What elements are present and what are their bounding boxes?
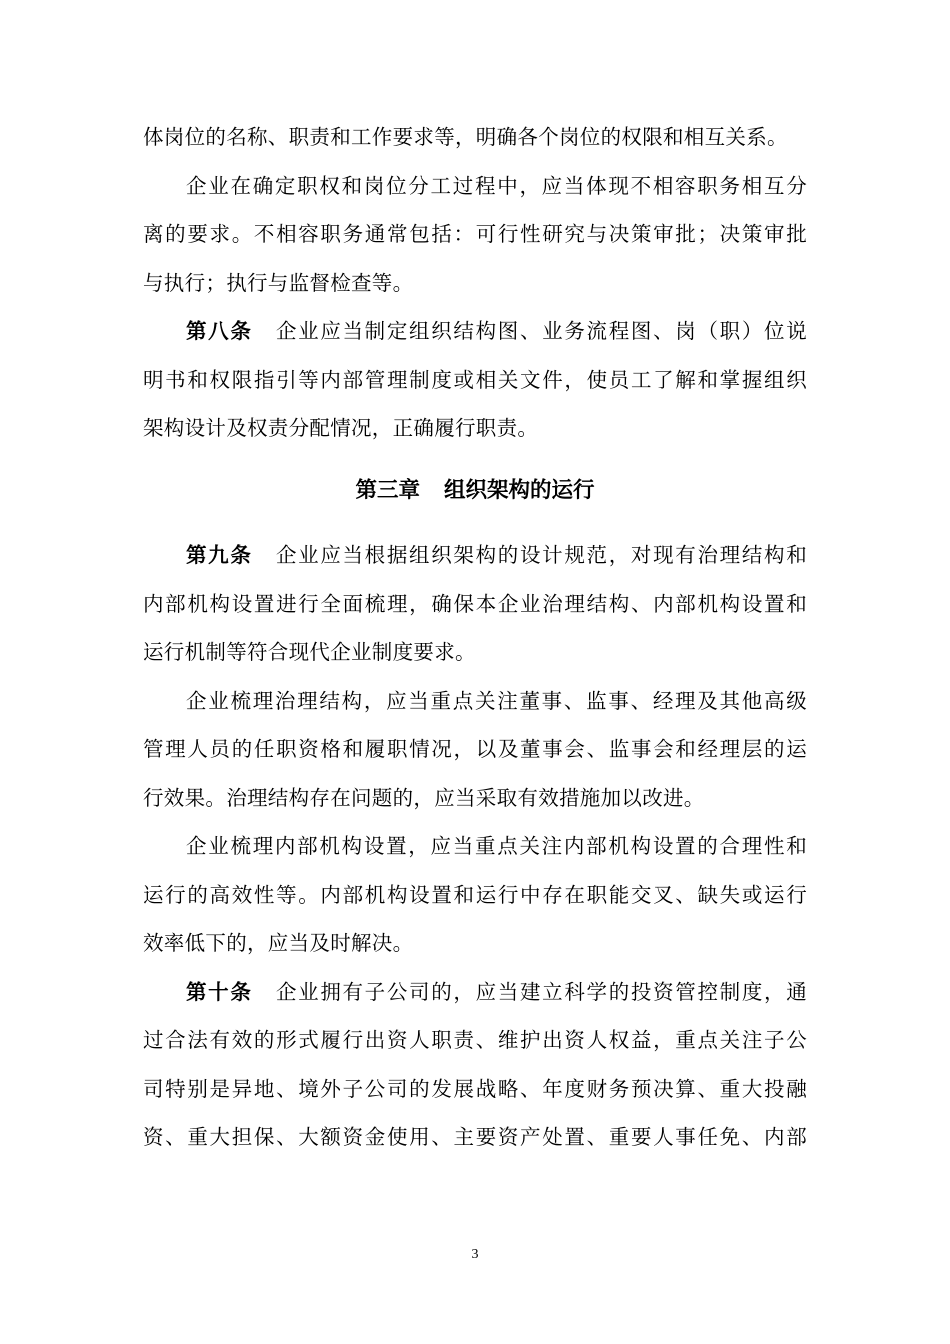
paragraph-text: 企业应当根据组织架构的设计规范，对现有治理结构和 xyxy=(274,543,807,567)
article-label: 第八条 xyxy=(186,319,253,343)
paragraph-line: 效率低下的，应当及时解决。 xyxy=(143,931,414,955)
paragraph-line: 与执行；执行与监督检查等。 xyxy=(143,270,414,295)
paragraph-line: 司特别是异地、境外子公司的发展战略、年度财务预决算、重大投融 xyxy=(143,1076,807,1101)
article-label: 第十条 xyxy=(186,979,253,1004)
paragraph-line: 离的要求。不相容职务通常包括：可行性研究与决策审批；决策审批 xyxy=(143,222,807,246)
paragraph-line: 架构设计及权责分配情况，正确履行职责。 xyxy=(143,416,539,440)
paragraph-text: 企业拥有子公司的，应当建立科学的投资管控制度，通 xyxy=(274,979,807,1004)
paragraph-line: 体岗位的名称、职责和工作要求等，明确各个岗位的权限和相互关系。 xyxy=(143,125,788,149)
document-body xyxy=(143,113,807,1162)
paragraph-line: 运行机制等符合现代企业制度要求。 xyxy=(143,640,476,664)
chapter-number: 第三章 xyxy=(355,477,420,503)
article-10-first-line xyxy=(143,968,807,1017)
paragraph-line: 行效果。治理结构存在问题的，应当采取有效措施加以改进。 xyxy=(143,785,705,810)
paragraph-line: 内部机构设置进行全面梳理，确保本企业治理结构、内部机构设置和 xyxy=(143,591,807,616)
paragraph-text: 企业应当制定组织结构图、业务流程图、岗（职）位说 xyxy=(274,319,807,343)
paragraph-line: 企业梳理内部机构设置，应当重点关注内部机构设置的合理性和 xyxy=(186,834,807,858)
paragraph-line: 企业梳理治理结构，应当重点关注董事、监事、经理及其他高级 xyxy=(186,688,807,713)
article-label: 第九条 xyxy=(186,543,253,567)
page-number: 3 xyxy=(471,1247,479,1262)
paragraph-line: 企业在确定职权和岗位分工过程中，应当体现不相容职务相互分 xyxy=(186,173,807,198)
paragraph-line: 明书和权限指引等内部管理制度或相关文件，使员工了解和掌握组织 xyxy=(143,367,807,392)
paragraph-line: 运行的高效性等。内部机构设置和运行中存在职能交叉、缺失或运行 xyxy=(143,882,807,907)
chapter-heading xyxy=(143,467,807,516)
paragraph-line: 过合法有效的形式履行出资人职责、维护出资人权益，重点关注子公 xyxy=(143,1028,807,1052)
paragraph-line: 资、重大担保、大额资金使用、主要资产处置、重要人事任免、内部 xyxy=(143,1125,807,1149)
article-8-first-line xyxy=(143,307,807,356)
paragraph-line: 管理人员的任职资格和履职情况，以及董事会、监事会和经理层的运 xyxy=(143,737,807,761)
article-9-first-line xyxy=(143,531,807,580)
chapter-title: 组织架构的运行 xyxy=(444,477,595,503)
